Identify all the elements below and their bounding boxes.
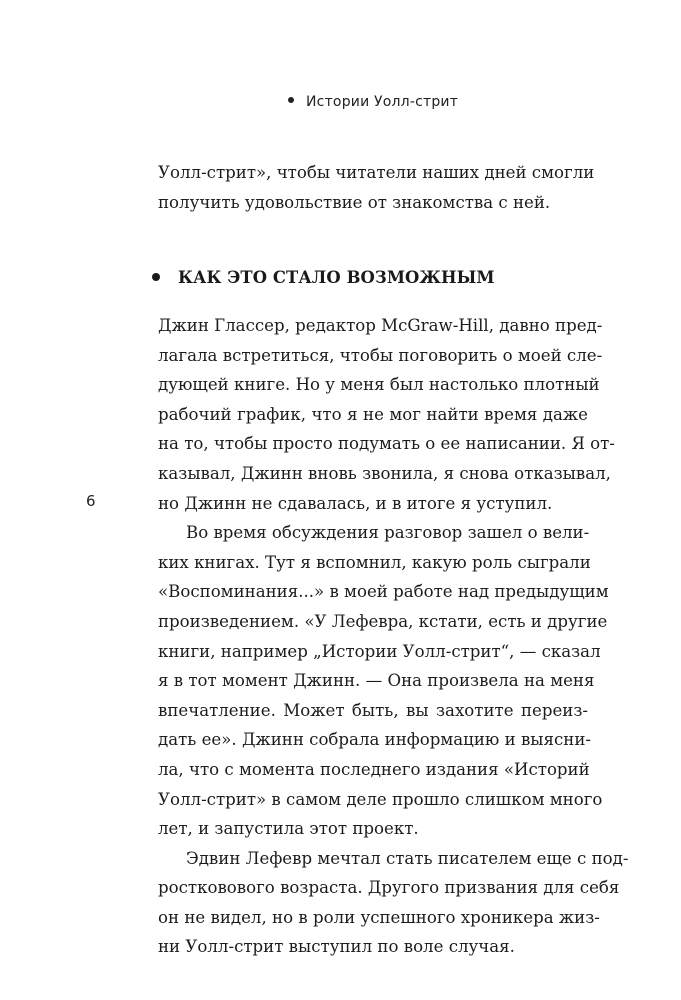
paragraph-1 (158, 311, 615, 518)
text-line: я в тот момент Джинн. — Она произвела на меня (158, 671, 595, 691)
text-line: рабочий график, что я не мог найти время даже (158, 404, 588, 424)
text-line: Эдвин Лефевр мечтал стать писателем еще с под- (186, 848, 629, 868)
text-line: Джин Глассер, редактор McGraw-Hill, давно пред- (158, 316, 603, 335)
text-line: дать ее». Джинн собрала информацию и выясни- (158, 730, 591, 750)
text-line: книги, например „Истории Уолл-стрит“, — сказал (158, 641, 601, 661)
running-title: Истории Уолл-стрит (306, 94, 459, 110)
text-line: но Джинн не сдавалась, и в итоге я уступил. (158, 493, 553, 513)
text-line: на то, чтобы просто подумать о ее написании. Я от- (158, 434, 615, 454)
header-bullet-icon (288, 97, 294, 103)
text-line: ла, что с момента последнего издания «Историй (158, 759, 590, 779)
text-line: «Воспоминания...» в моей работе над предыдущим (158, 582, 609, 602)
text-line: ни Уолл-стрит выступил по воле случая. (158, 937, 515, 957)
section-heading-text: КАК ЭТО СТАЛО ВОЗМОЖНЫМ (178, 268, 495, 287)
text-line: он не видел, но в роли успешного хроникера жиз- (158, 907, 600, 927)
text-line: казывал, Джинн вновь звонила, я снова отказывал, (158, 463, 611, 483)
text-line: Уолл-стрит», чтобы читатели наших дней смогли (158, 163, 595, 182)
text-line: произведением. «У Лефевра, кстати, есть и другие (158, 611, 608, 631)
paragraph-2 (158, 518, 609, 844)
section-heading (152, 268, 495, 287)
continuation-paragraph (158, 158, 595, 217)
paragraph-3 (158, 844, 629, 962)
text-line: Во время обсуждения разговор зашел о вели- (186, 523, 590, 543)
text-line: ких книгах. Тут я вспомнил, какую роль сыграли (158, 552, 591, 572)
text-line: дующей книге. Но у меня был настолько плотный (158, 375, 600, 395)
text-line: ростковового возраста. Другого призвания для себя (158, 878, 620, 898)
text-line: впечатление. Может быть, вы захотите переиз- (158, 700, 588, 720)
heading-bullet-icon (152, 273, 160, 281)
text-line: лагала встретиться, чтобы поговорить о моей сле- (158, 345, 603, 365)
running-header (288, 94, 458, 110)
text-line: получить удовольствие от знакомства с ней. (158, 192, 551, 212)
body-text (158, 311, 629, 962)
page-number: 6 (86, 492, 96, 510)
text-line: Уолл-стрит» в самом деле прошло слишком много (158, 789, 603, 809)
text-line: лет, и запустила этот проект. (158, 819, 419, 839)
